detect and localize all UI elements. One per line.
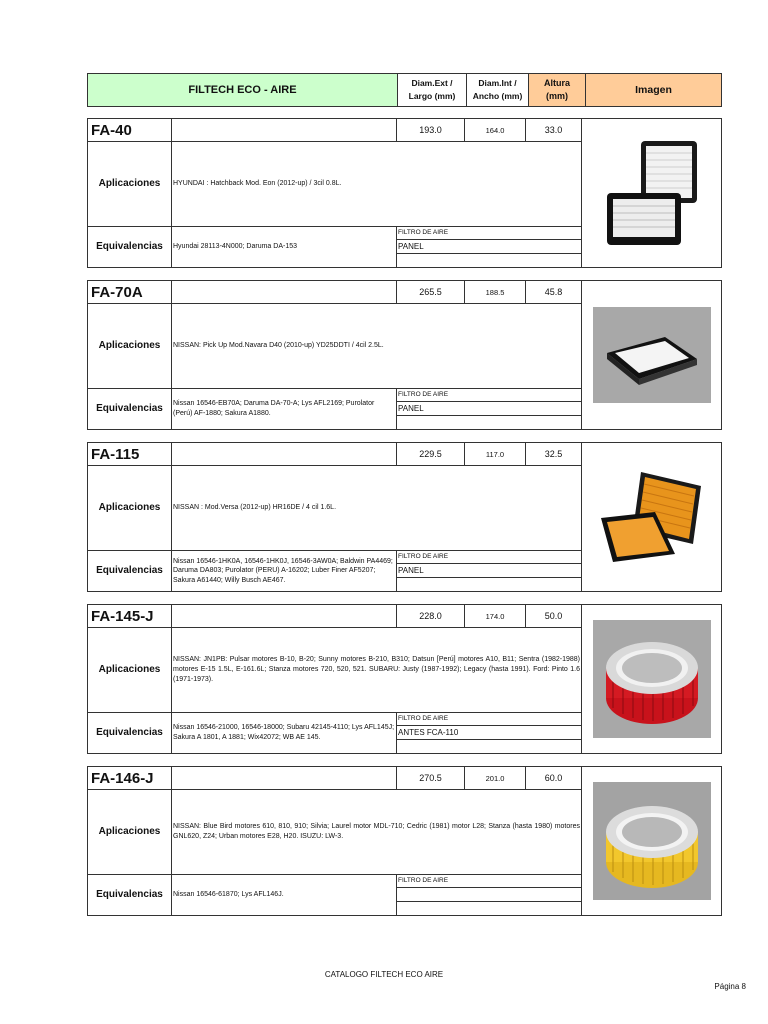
product-altura: 45.8 bbox=[526, 281, 582, 304]
product-code-blank bbox=[172, 281, 397, 304]
product-tipo: PANEL bbox=[397, 239, 582, 253]
product-equivalencias: Nissan 16546-61870; Lys AFL146J. bbox=[172, 874, 397, 915]
aplicaciones-label: Aplicaciones bbox=[88, 628, 172, 713]
product-diam-ext: 270.5 bbox=[397, 767, 465, 790]
page-number: Página 8 bbox=[714, 982, 746, 991]
product-code: FA-115 bbox=[88, 443, 172, 466]
empty-row bbox=[397, 253, 582, 267]
product-aplicaciones: HYUNDAI : Hatchback Mod. Eon (2012-up) / 3cil 0.8L. bbox=[172, 142, 582, 227]
equivalencias-label: Equivalencias bbox=[88, 874, 172, 915]
product-block bbox=[87, 280, 722, 430]
product-code-blank bbox=[172, 605, 397, 628]
product-block bbox=[87, 442, 722, 592]
product-diam-ext: 265.5 bbox=[397, 281, 465, 304]
product-altura: 50.0 bbox=[526, 605, 582, 628]
header-diam-int-line2: Ancho (mm) bbox=[472, 91, 523, 101]
product-image bbox=[582, 767, 722, 916]
product-altura: 33.0 bbox=[526, 119, 582, 142]
product-tipo bbox=[397, 887, 582, 901]
product-altura: 32.5 bbox=[526, 443, 582, 466]
aplicaciones-label: Aplicaciones bbox=[88, 466, 172, 551]
product-code: FA-145-J bbox=[88, 605, 172, 628]
product-aplicaciones: NISSAN: Blue Bird motores 610, 810, 910; Silvia; Laurel motor MDL-710; Cedric (1981) motor L28; Stanza (hasta 1980) motores GNL620, Z24; Urban motores E28, H20. ISUZU: LW-3. bbox=[172, 790, 582, 875]
product-code: FA-40 bbox=[88, 119, 172, 142]
product-image bbox=[582, 119, 722, 268]
product-altura: 60.0 bbox=[526, 767, 582, 790]
filtro-de-aire-label: FILTRO DE AIRE bbox=[397, 712, 582, 725]
product-image bbox=[582, 443, 722, 592]
catalog-footer: CATALOGO FILTECH ECO AIRE bbox=[324, 970, 444, 979]
product-equivalencias: Nissan 16546-EB70A; Daruma DA-70-A; Lys AFL2169; Purolator (Perú) AF-1880; Sakura A1880. bbox=[172, 388, 397, 429]
red-round-air-filter-icon bbox=[593, 620, 711, 738]
filtro-de-aire-label: FILTRO DE AIRE bbox=[397, 226, 582, 239]
product-diam-ext: 193.0 bbox=[397, 119, 465, 142]
header-diam-ext-line2: Largo (mm) bbox=[408, 91, 456, 101]
product-equivalencias: Hyundai 28113-4N000; Daruma DA-153 bbox=[172, 226, 397, 267]
equivalencias-label: Equivalencias bbox=[88, 226, 172, 267]
product-tipo: ANTES FCA-110 bbox=[397, 725, 582, 739]
product-block bbox=[87, 604, 722, 754]
product-diam-ext: 229.5 bbox=[397, 443, 465, 466]
product-diam-int: 174.0 bbox=[465, 605, 526, 628]
filtro-de-aire-label: FILTRO DE AIRE bbox=[397, 550, 582, 563]
product-block bbox=[87, 118, 722, 268]
aplicaciones-label: Aplicaciones bbox=[88, 790, 172, 875]
header-diam-ext-line1: Diam.Ext / bbox=[411, 78, 453, 88]
orange-panel-air-filter-icon bbox=[593, 462, 711, 572]
equivalencias-label: Equivalencias bbox=[88, 550, 172, 591]
product-diam-ext: 228.0 bbox=[397, 605, 465, 628]
product-tipo: PANEL bbox=[397, 401, 582, 415]
empty-row bbox=[397, 901, 582, 915]
product-aplicaciones: NISSAN: JN1PB: Pulsar motores B-10, B-20; Sunny motores B-210, B310; Datsun [Perú] motores A10, B11; Sentra (1982-1988) motores E-15 1.5L, E-161.6L; Stanza motores 720, 520, 521. SUBARU: Justy (1987-1992); Legacy (hasta 1991). Ford: Pinto 1.6 (1971-1973). bbox=[172, 628, 582, 713]
header-altura bbox=[529, 74, 586, 107]
aplicaciones-label: Aplicaciones bbox=[88, 142, 172, 227]
header-title: FILTECH ECO - AIRE bbox=[88, 74, 398, 107]
catalog-header bbox=[87, 73, 722, 107]
product-diam-int: 117.0 bbox=[465, 443, 526, 466]
header-diam-ext bbox=[398, 74, 467, 107]
product-code-blank bbox=[172, 119, 397, 142]
product-block bbox=[87, 766, 722, 916]
product-aplicaciones: NISSAN : Mod.Versa (2012-up) HR16DE / 4 cil 1.6L. bbox=[172, 466, 582, 551]
product-aplicaciones: NISSAN: Pick Up Mod.Navara D40 (2010-up) YD25DDTI / 4cil 2.5L. bbox=[172, 304, 582, 389]
header-altura-line2: (mm) bbox=[546, 91, 568, 101]
header-altura-line1: Altura bbox=[543, 78, 570, 88]
product-diam-int: 164.0 bbox=[465, 119, 526, 142]
white-panel-air-filter-icon bbox=[597, 133, 707, 253]
empty-row bbox=[397, 577, 582, 591]
white-panel-air-filter-icon bbox=[593, 307, 711, 403]
product-code-blank bbox=[172, 443, 397, 466]
product-tipo: PANEL bbox=[397, 563, 582, 577]
header-diam-int bbox=[467, 74, 529, 107]
header-imagen: Imagen bbox=[586, 74, 722, 107]
yellow-round-air-filter-icon bbox=[593, 782, 711, 900]
product-equivalencias: Nissan 16546-1HK0A, 16546-1HK0J, 16546-3AW0A; Baldwin PA4469; Daruma DA803; Purolator (PERU) A-16202; Luber Finer AF5207; Sakura A61440; Willy Busch AE467. bbox=[172, 550, 397, 591]
header-diam-int-line1: Diam.Int / bbox=[478, 78, 517, 88]
product-equivalencias: Nissan 16546-21000, 16546-18000; Subaru 42145-4110; Lys AFL145J; Sakura A 1801, A 1881; Wix42072; WB AE 145. bbox=[172, 712, 397, 753]
empty-row bbox=[397, 739, 582, 753]
empty-row bbox=[397, 415, 582, 429]
product-code: FA-146-J bbox=[88, 767, 172, 790]
product-code: FA-70A bbox=[88, 281, 172, 304]
aplicaciones-label: Aplicaciones bbox=[88, 304, 172, 389]
filtro-de-aire-label: FILTRO DE AIRE bbox=[397, 388, 582, 401]
product-code-blank bbox=[172, 767, 397, 790]
filtro-de-aire-label: FILTRO DE AIRE bbox=[397, 874, 582, 887]
equivalencias-label: Equivalencias bbox=[88, 712, 172, 753]
product-image bbox=[582, 281, 722, 430]
equivalencias-label: Equivalencias bbox=[88, 388, 172, 429]
product-diam-int: 188.5 bbox=[465, 281, 526, 304]
product-image bbox=[582, 605, 722, 754]
product-diam-int: 201.0 bbox=[465, 767, 526, 790]
